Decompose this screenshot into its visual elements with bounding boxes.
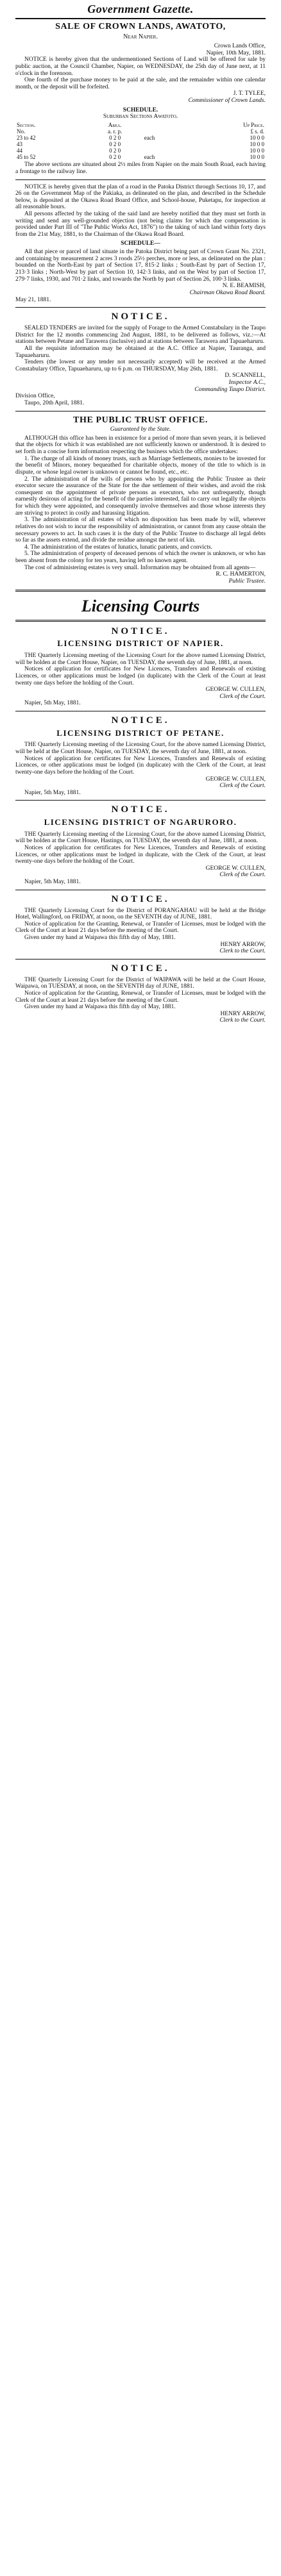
cell: 0 2 0 — [109, 141, 121, 148]
licensing-signer: GEORGE W. CULLEN, — [205, 865, 266, 872]
trust-p5: 5. The administration of property of deceased persons of which the owner is unknown, or who has been absent from the colony for ten years, having left no known agent. — [15, 551, 266, 565]
trust-subtitle: Guaranteed by the State. — [110, 426, 171, 433]
licensing-notice-petane — [15, 715, 266, 796]
licensing-body2: Notices of application for certificates for New Licences, Transfers and Renewals of existing Licences, or other applications must be lodged in duplicate, with the Clerk of the Court, at least twenty-one days before the holding of the Court. — [15, 844, 266, 865]
col-header — [143, 122, 187, 128]
cell: 10 0 0 — [250, 135, 264, 142]
patoka-signer: N. E. BEAMISH, — [222, 283, 266, 290]
cell — [143, 141, 187, 147]
crown-lands-notice — [15, 22, 266, 175]
licensing-notice-ngaruroro — [15, 804, 266, 885]
divider — [15, 959, 266, 960]
divider — [15, 179, 266, 180]
licensing-signer: GEORGE W. CULLEN, — [205, 776, 266, 783]
public-trust-notice — [15, 415, 266, 585]
licensing-body2: Notice of application for the Granting, Renewal, or Transfer of Licenses, must be lodged with the Clerk of the Court at least 21 days before the meeting of the Court. — [15, 920, 266, 935]
licensing-body: THE Quarterly Licensing meeting of the Licensing Court, for the above named Licensing District, will be held at the Court House, Napier, on TUESDAY, the seventh day of June, 1881, at noon. — [15, 742, 266, 755]
notice-heading: NOTICE. — [111, 312, 170, 322]
licensing-notice-napier — [15, 626, 266, 707]
patoka-date: May 21, 1881. — [15, 296, 51, 303]
crown-body: NOTICE is hereby given that the undermentioned Sections of Land will be offered for sale by public auction, at the Council Chamber, Napier, on WEDNESDAY, the 25th day of June next, at 11 o'clock in the forenoon. — [15, 56, 266, 77]
licensing-body: THE Quarterly Licensing Court for the District of WAIPAWA will be held at the Court House, Waipawa, on TUESDAY, at noon, on the SEVENTH day of JUNE, 1881. — [15, 976, 266, 990]
notice-heading: NOTICE. — [111, 715, 170, 726]
cell — [143, 147, 187, 154]
crown-schedule-title: SCHEDULE. — [123, 106, 158, 113]
licensing-title: LICENSING DISTRICT OF PETANE. — [56, 727, 225, 738]
cell: 44 — [17, 147, 22, 154]
licensing-body: THE Quarterly Licensing meeting of the Licensing Court, for the above named Licensing District, will be holden at the Court House, Hastings, on TUESDAY, the seventh day of June, 1881, at noon. — [15, 831, 266, 845]
licensing-notice-porangahau — [15, 894, 266, 955]
licensing-signer: HENRY ARROW, — [220, 941, 266, 948]
trust-body: ALTHOUGH this office has been in existence for a period of more than seven years, it is believed that the objects for which it was established are not sufficiently known or understood. It is desired to set forth in a concise form information respecting the business which the office undertakes: — [15, 435, 266, 456]
col-subheader — [143, 128, 187, 135]
crown-signer: J. T. TYLEE, — [233, 90, 266, 97]
col-header: Up Price. — [243, 121, 264, 128]
licensing-body3: Given under my hand at Waipawa this fifth day of May, 1881. — [24, 1004, 176, 1011]
patoka-body: NOTICE is hereby given that the plan of a road in the Patoka District through Sections 10, 17, and 26 on the Government Map of the Pakiaka, as delineated on the plan, and described in the Schedule below, is deposited at the Okawa Road Board Office, and School-house, Puketapu, for inspection at all reasonable hours. — [15, 183, 266, 211]
crown-schedule-sub: Suburban Sections Awatoto. — [103, 113, 178, 120]
tenders-signer: D. SCANNELL, — [225, 372, 266, 379]
cell: each — [144, 135, 155, 142]
tenders-date: Taupo, 20th April, 1881. — [24, 399, 85, 406]
cell: 10 0 0 — [250, 154, 264, 161]
notice-heading: NOTICE. — [111, 804, 170, 815]
licensing-body: THE Quarterly Licensing Court for the District of PORANGAHAU will be held at the Bridge Hotel, Wallingford, on FRIDAY, at noon, on the SEVENTH day of JUNE, 1881. — [15, 907, 266, 921]
table-row — [15, 141, 266, 147]
licensing-signer-title: Clerk to the Court. — [219, 948, 266, 955]
licensing-notice-waipawa — [15, 963, 266, 1024]
trust-p2: 2. The administration of the wills of persons who by appointing the Public Trustee as their executor secure the assurance of the State for the due settlement of their wishes, and avoid the risk consequent on the appointment of private persons as executors, who not unfrequently, though earnestly desirous of acting for the benefit of the parties interested, fail to carry out legally the objects for which they were appointed, and consequently involve themselves and those whose interests they are striving to protect in costly and harassing litigation. — [15, 476, 266, 517]
licensing-body2: Notice of application for the Granting, Renewal, or Transfer of Licenses, must be lodged with the Clerk of the Court at least 21 days before the meeting of the Court. — [15, 990, 266, 1004]
cell: 0 2 0 — [109, 135, 121, 142]
licensing-banner: Licensing Courts — [81, 596, 200, 615]
crown-dateline: Napier, 10th May, 1881. — [206, 49, 266, 56]
crown-body2: One fourth of the purchase money to be paid at the sale, and the remainder within one calendar month, or the deposit will be forfeited. — [15, 77, 266, 90]
trust-p4: 4. The administration of the estates of lunatics, lunatic patients, and convicts. — [24, 544, 212, 551]
patoka-road-notice — [15, 184, 266, 304]
tenders-body2: All the requisite information may be obtained at the A.C. Office at Napier, Tauranga, and Tapuaeharuru. — [15, 345, 266, 359]
trust-p1: 1. The charge of all kinds of money trusts, such as Marriage Settlements, monies to be invested for the benefit of Minors, money bequeathed for charitable objects, money of the title to which is in dispute, or whose legal owner is unknown or cannot be found, etc., etc. — [15, 455, 266, 476]
crown-signer-title: Commissioner of Crown Lands. — [188, 97, 266, 104]
licensing-signer-title: Clerk to the Court. — [219, 1017, 266, 1024]
crown-footer: The above sections are situated about 2½ miles from Napier on the main South Road, each having a frontage to the railway line. — [15, 162, 266, 175]
masthead: Government Gazette. — [15, 3, 266, 19]
gazette-column — [0, 0, 281, 1024]
cell: 10 0 0 — [250, 147, 264, 154]
divider — [15, 307, 266, 308]
patoka-body2: All persons affected by the taking of the said land are hereby notified that they must set forth in writing and send any well-grounded objection (not being claims for which due compensation is provided under Part III of "The Public Works Act, 1876") to the taking of such land within forty days from the 21st May, 1881, to the Chairman of the Okawa Road Board. — [15, 211, 266, 238]
crown-title: SALE OF CROWN LANDS, AWATOTO, — [55, 22, 226, 32]
cell: 0 2 0 — [109, 147, 121, 154]
col-header: Area. — [108, 121, 122, 128]
licensing-body2: Notices of application for certificates for New Licences, Transfers and Renewals of existing Licences, or other applications must be lodged (in duplicate) with the Clerk of the Court at least twenty one days before the holding of the Court. — [15, 666, 266, 686]
crown-subtitle: Near Napier. — [123, 33, 158, 40]
cell: each — [144, 154, 155, 161]
licensing-signer: HENRY ARROW, — [220, 1010, 266, 1017]
licensing-signer-title: Clerk of the Court. — [219, 783, 266, 790]
licensing-date: Napier, 5th May, 1881. — [24, 789, 81, 796]
notice-heading: NOTICE. — [111, 626, 170, 636]
col-subheader: a. r. p. — [107, 128, 123, 135]
tenders-signer-title: Commanding Taupo District. — [194, 386, 266, 393]
trust-signer: R. C. HAMERTON, — [216, 571, 266, 578]
cell: 43 — [17, 141, 22, 148]
notice-heading: NOTICE. — [111, 963, 170, 974]
trust-signer-title: Public Trustee. — [228, 578, 266, 585]
licensing-title: LICENSING DISTRICT OF NGARURORO. — [44, 817, 237, 827]
crown-schedule-table — [15, 122, 266, 160]
tenders-body: SEALED TENDERS are invited for the supply of Forage to the Armed Constabulary in the Taupo District for the 12 months commencing 2nd August, 1881, to be delivered as follows, viz.:—At stations between Petane and Tarawera (inclusive) and at stations between Tarawera and Tapuaeharuru. — [15, 325, 266, 345]
licensing-body3: Given under my hand at Waipawa this fifth day of May, 1881. — [24, 935, 176, 942]
tenders-signer-title: Inspector A.C., — [228, 379, 266, 386]
trust-title: THE PUBLIC TRUST OFFICE. — [73, 415, 208, 425]
table-row — [15, 135, 266, 141]
tenders-office: Division Office, — [15, 393, 55, 400]
licensing-title: LICENSING DISTRICT OF NAPIER. — [57, 638, 224, 649]
licensing-signer: GEORGE W. CULLEN, — [205, 686, 266, 694]
divider — [15, 590, 266, 592]
trust-p6: The cost of administering estates is very small. Information may be obtained from all agents— — [24, 564, 256, 571]
cell: 23 to 42 — [17, 135, 36, 142]
tenders-body3: Tenders (the lowest or any tender not necessarily accepted) will be received at the Armed Constabulary Office, Tapuaeharuru, up to 6 p.m. on THURSDAY, May 26th, 1881. — [15, 359, 266, 372]
licensing-signer-title: Clerk of the Court. — [219, 872, 266, 879]
divider — [15, 800, 266, 801]
licensing-body: THE Quarterly Licensing meeting of the Licensing Court for the above named Licensing District, will be holden at the Court House, Napier, on TUESDAY, the seventh day of June, 1881, at noon. — [15, 652, 266, 666]
notice-heading: NOTICE. — [111, 893, 170, 904]
patoka-schedule-title: SCHEDULE— — [121, 240, 160, 247]
patoka-schedule: All that piece or parcel of land situate in the Patoka District being part of Crown Grant No. 2321, and containing by measurement 2 acres 3 roods 25½ perches, more or less, as delineated on the plan : bounded on the North-East by part of Section 17, 815·2 links ; South-East by part of Section 17, 213·3 links ; North-West by part of Section 10, 142·3 links, and on the West by part of Section 17, 279·7 links, 1930, and 701·2 links, and towards the North by part of Section 26, 100·3 links. — [15, 249, 266, 283]
licensing-date: Napier, 5th May, 1881. — [24, 879, 81, 886]
cell: 10 0 0 — [250, 141, 264, 148]
col-subheader: No. — [17, 128, 26, 135]
trust-p3: 3. The administration of all estates of which no disposition has been made by will, wherever relatives do not wish to incur the responsibility of administration, or cannot from any cause obtain the necessary powers to act. In such cases it is the duty of the Public Trustee to discharge all legal debts so far as the assets extend, and divide the residue amongst the next of kin. — [15, 517, 266, 544]
cell: 45 to 52 — [17, 154, 36, 161]
col-header: Section. — [17, 121, 36, 128]
table-row — [15, 147, 266, 154]
licensing-signer-title: Clerk of the Court. — [219, 693, 266, 700]
crown-office: Crown Lands Office, — [214, 43, 266, 50]
forage-tenders-notice — [15, 312, 266, 406]
cell: 0 2 0 — [109, 154, 121, 161]
licensing-date: Napier, 5th May, 1881. — [24, 700, 81, 707]
divider — [15, 620, 266, 622]
col-subheader: £ s. d. — [250, 128, 264, 135]
licensing-body2: Notices of application for certificates for New Licences, Transfers and Renewals of existing Licences, or other applications must be lodged (in duplicate) with the Clerk of the Court, at least twenty-one days before the holding of the Court. — [15, 755, 266, 776]
patoka-signer-title: Chairman Okawa Road Board. — [189, 289, 266, 296]
table-row — [15, 154, 266, 160]
